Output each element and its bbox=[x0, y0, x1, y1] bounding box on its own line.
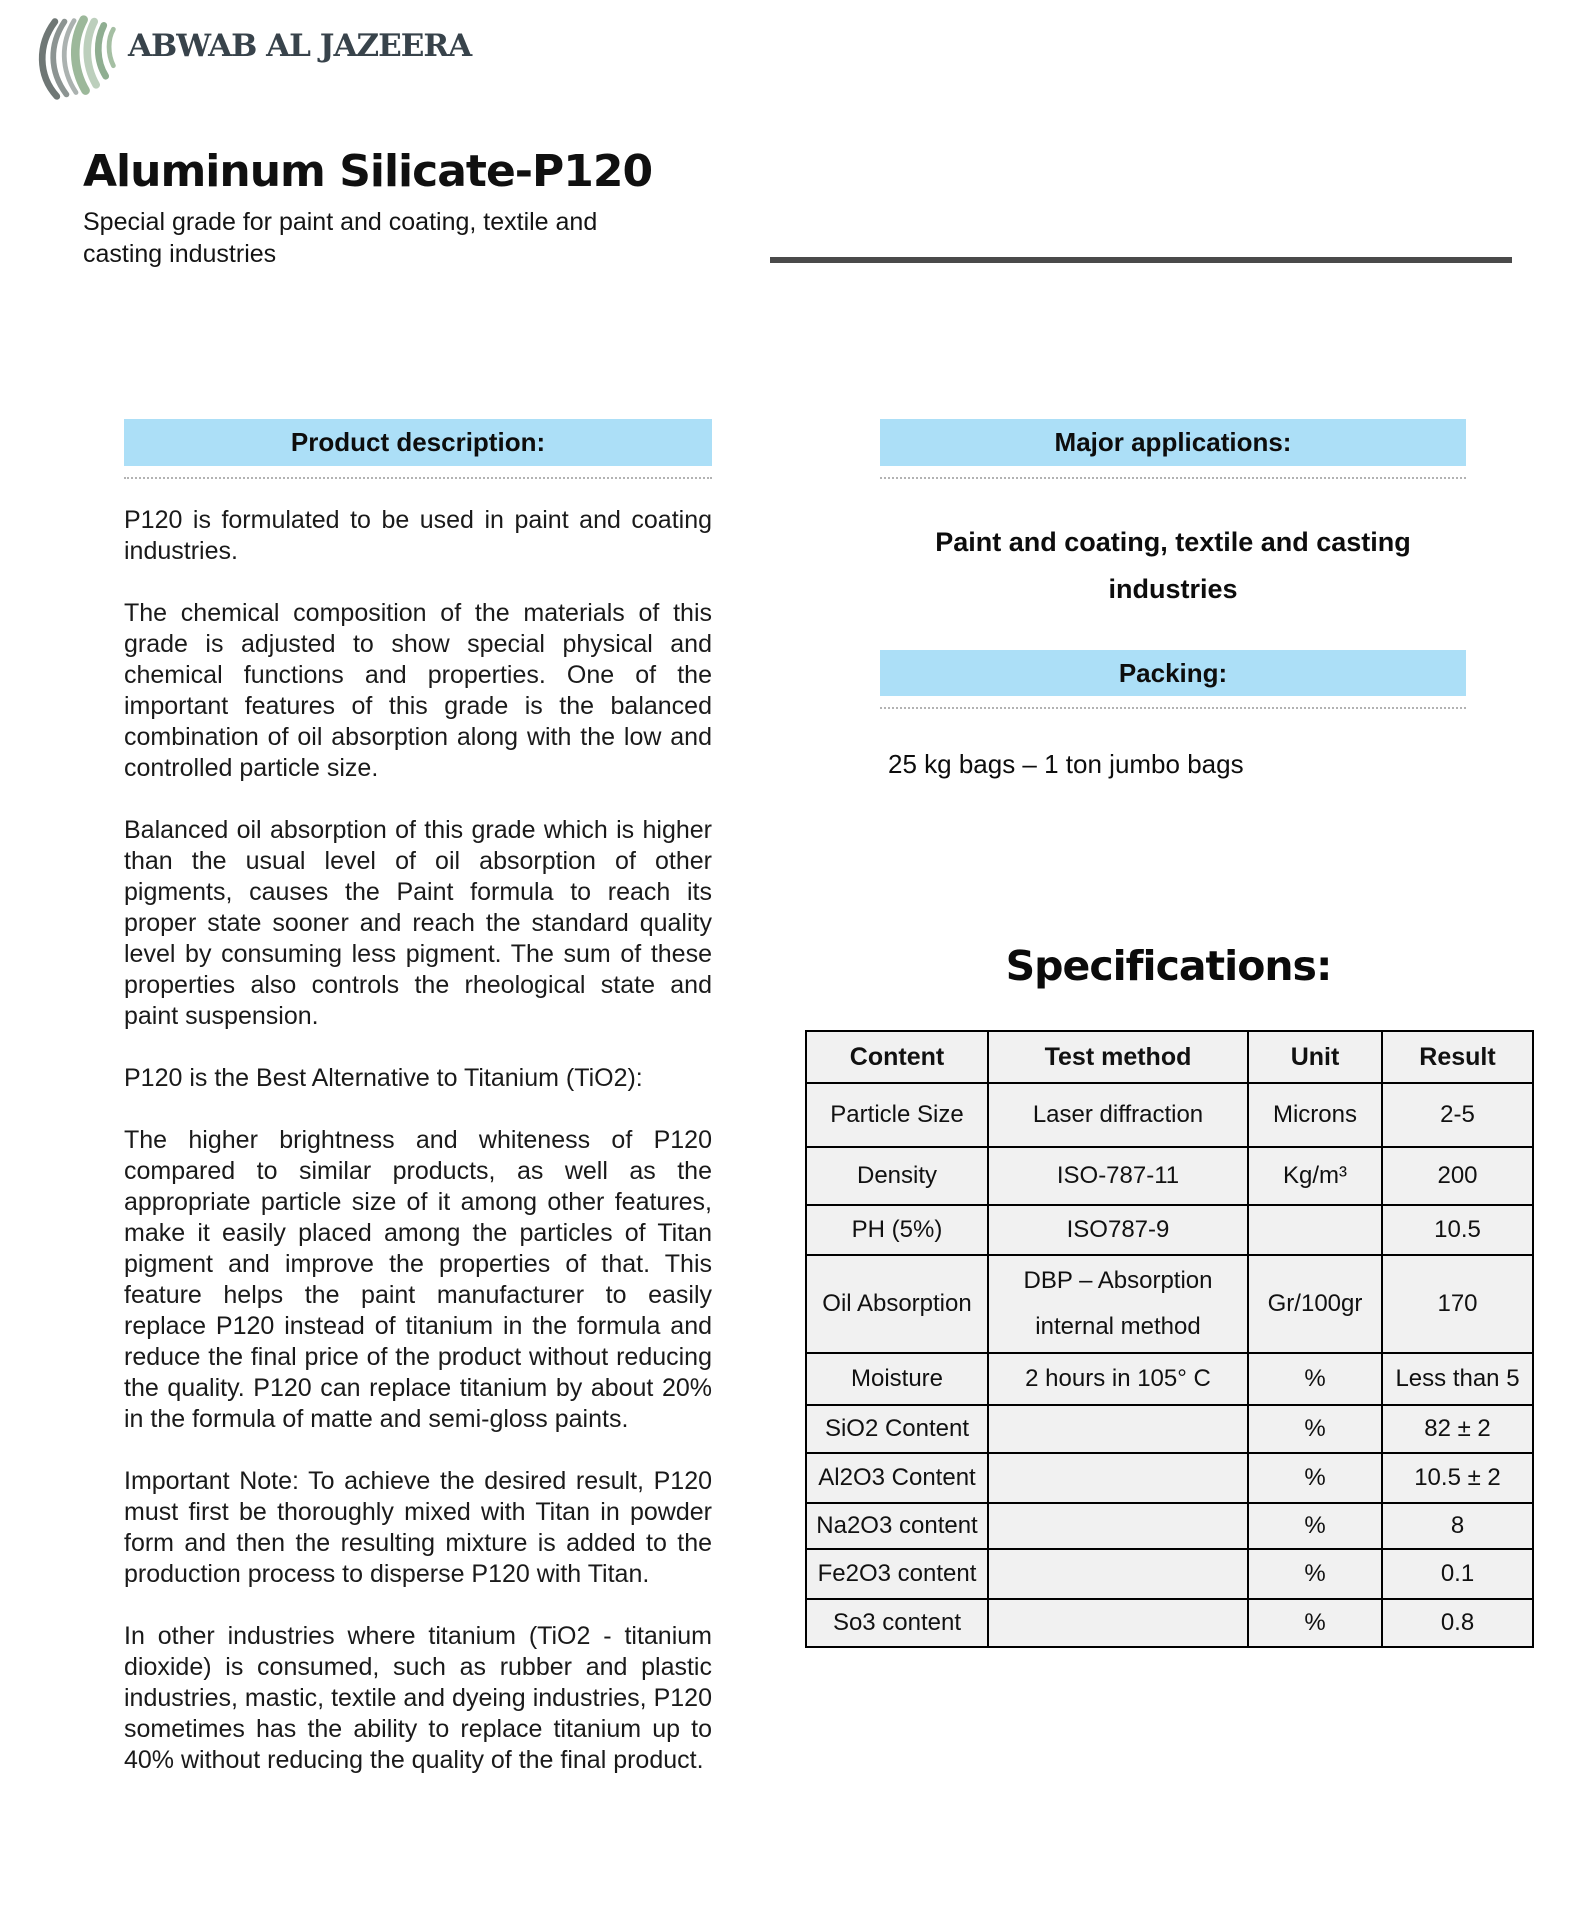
spec-cell-result: 8 bbox=[1382, 1503, 1533, 1549]
spec-cell-unit: Microns bbox=[1248, 1083, 1382, 1147]
spec-cell-content: Na2O3 content bbox=[806, 1503, 988, 1549]
product-description-body bbox=[124, 505, 712, 1776]
specifications-title: Specifications: bbox=[1005, 942, 1332, 990]
paragraph: P120 is formulated to be used in paint and coating industries. bbox=[124, 506, 712, 565]
spec-cell-test-method: ISO-787-11 bbox=[988, 1147, 1248, 1205]
paragraph: Balanced oil absorption of this grade which is higher than the usual level of oil absorption of other pigments, causes the Paint formula to reach its proper state sooner and reach the standard quality level by consuming less pigment. The sum of these properties also controls the rheological state and paint suspension. bbox=[124, 816, 712, 1030]
packing-text: 25 kg bags – 1 ton jumbo bags bbox=[888, 749, 1244, 779]
major-applications-text: Paint and coating, textile and casting industries bbox=[935, 527, 1411, 604]
spec-cell-unit: % bbox=[1248, 1503, 1382, 1549]
page-title: Aluminum Silicate-P120 bbox=[83, 146, 653, 197]
spec-cell-unit: Gr/100gr bbox=[1248, 1255, 1382, 1353]
spec-cell-result: 200 bbox=[1382, 1147, 1533, 1205]
spec-cell-result: 0.8 bbox=[1382, 1599, 1533, 1647]
spec-col-header-unit: Unit bbox=[1248, 1031, 1382, 1083]
spec-col-header-content: Content bbox=[806, 1031, 988, 1083]
spec-cell-test-method bbox=[988, 1453, 1248, 1503]
spec-col-header-result: Result bbox=[1382, 1031, 1533, 1083]
spec-cell-result: 0.1 bbox=[1382, 1549, 1533, 1599]
spec-cell-result: 10.5 bbox=[1382, 1205, 1533, 1255]
spec-cell-unit bbox=[1248, 1205, 1382, 1255]
leaf-swirl-icon bbox=[28, 12, 124, 104]
product-description-section bbox=[124, 419, 712, 1807]
table-row bbox=[806, 1205, 1533, 1255]
dotted-divider bbox=[880, 707, 1466, 709]
paragraph: In other industries where titanium (TiO2 - titanium dioxide) is consumed, such as rubber and plastic industries, mastic, textile and dyeing industries, P120 sometimes has the ability to replace titanium up to 40% without reducing the quality of the final product. bbox=[124, 1622, 712, 1774]
major-applications-heading: Major applications: bbox=[880, 419, 1466, 466]
table-row bbox=[806, 1405, 1533, 1453]
paragraph: Important Note: To achieve the desired result, P120 must first be thoroughly mixed with Titan in powder form and then the resulting mixture is added to the production process to disperse P120 with Titan. bbox=[124, 1467, 712, 1588]
spec-cell-unit: % bbox=[1248, 1353, 1382, 1405]
spec-cell-content: Density bbox=[806, 1147, 988, 1205]
spec-cell-test-method bbox=[988, 1599, 1248, 1647]
dotted-divider bbox=[880, 477, 1466, 479]
company-logo bbox=[28, 12, 124, 104]
horizontal-divider bbox=[770, 257, 1512, 263]
spec-cell-content: Fe2O3 content bbox=[806, 1549, 988, 1599]
spec-cell-content: Al2O3 Content bbox=[806, 1453, 988, 1503]
table-row bbox=[806, 1353, 1533, 1405]
spec-cell-test-method bbox=[988, 1405, 1248, 1453]
table-row bbox=[806, 1453, 1533, 1503]
spec-cell-content: Oil Absorption bbox=[806, 1255, 988, 1353]
table-row bbox=[806, 1147, 1533, 1205]
spec-cell-test-method bbox=[988, 1503, 1248, 1549]
paragraph: The chemical composition of the materials of this grade is adjusted to show special physical and chemical functions and properties. One of the important features of this grade is the balanced combination of oil absorption along with the low and controlled particle size. bbox=[124, 599, 712, 782]
spec-cell-unit: % bbox=[1248, 1453, 1382, 1503]
product-description-heading: Product description: bbox=[124, 419, 712, 466]
spec-cell-content: Moisture bbox=[806, 1353, 988, 1405]
title-block bbox=[83, 146, 683, 270]
packing-heading: Packing: bbox=[880, 650, 1466, 696]
table-row bbox=[806, 1503, 1533, 1549]
spec-cell-test-method: ISO787-9 bbox=[988, 1205, 1248, 1255]
table-row bbox=[806, 1083, 1533, 1147]
spec-cell-content: PH (5%) bbox=[806, 1205, 988, 1255]
table-row bbox=[806, 1255, 1533, 1353]
page-subtitle: Special grade for paint and coating, textile and casting industries bbox=[83, 208, 598, 268]
spec-cell-test-method bbox=[988, 1549, 1248, 1599]
spec-cell-content: So3 content bbox=[806, 1599, 988, 1647]
spec-cell-result: Less than 5 bbox=[1382, 1353, 1533, 1405]
spec-cell-result: 2-5 bbox=[1382, 1083, 1533, 1147]
dotted-divider bbox=[124, 477, 712, 479]
spec-cell-test-method: DBP – Absorption internal method bbox=[988, 1255, 1248, 1353]
spec-cell-result: 170 bbox=[1382, 1255, 1533, 1353]
spec-col-header-test-method: Test method bbox=[988, 1031, 1248, 1083]
paragraph: P120 is the Best Alternative to Titanium (TiO2): bbox=[124, 1064, 643, 1092]
spec-cell-unit: % bbox=[1248, 1599, 1382, 1647]
table-row bbox=[806, 1549, 1533, 1599]
spec-cell-test-method: 2 hours in 105° C bbox=[988, 1353, 1248, 1405]
table-row bbox=[806, 1599, 1533, 1647]
spec-cell-unit: Kg/m³ bbox=[1248, 1147, 1382, 1205]
spec-header-row bbox=[806, 1031, 1533, 1083]
spec-cell-unit: % bbox=[1248, 1549, 1382, 1599]
spec-cell-content: SiO2 Content bbox=[806, 1405, 988, 1453]
specifications-table bbox=[805, 1030, 1534, 1648]
spec-cell-test-method: Laser diffraction bbox=[988, 1083, 1248, 1147]
paragraph: The higher brightness and whiteness of P120 compared to similar products, as well as the appropriate particle size of it among other features, make it easily placed among the particles of Titan pigment and improve the properties of that. This feature helps the paint manufacturer to easily replace P120 instead of titanium in the formula and reduce the final price of the product without reducing the quality. P120 can replace titanium by about 20% in the formula of matte and semi-gloss paints. bbox=[124, 1126, 712, 1433]
spec-cell-result: 82 ± 2 bbox=[1382, 1405, 1533, 1453]
spec-cell-result: 10.5 ± 2 bbox=[1382, 1453, 1533, 1503]
spec-cell-unit: % bbox=[1248, 1405, 1382, 1453]
applications-packing-section bbox=[880, 419, 1466, 780]
spec-cell-content: Particle Size bbox=[806, 1083, 988, 1147]
brand-name: ABWAB AL JAZEERA bbox=[128, 28, 472, 64]
